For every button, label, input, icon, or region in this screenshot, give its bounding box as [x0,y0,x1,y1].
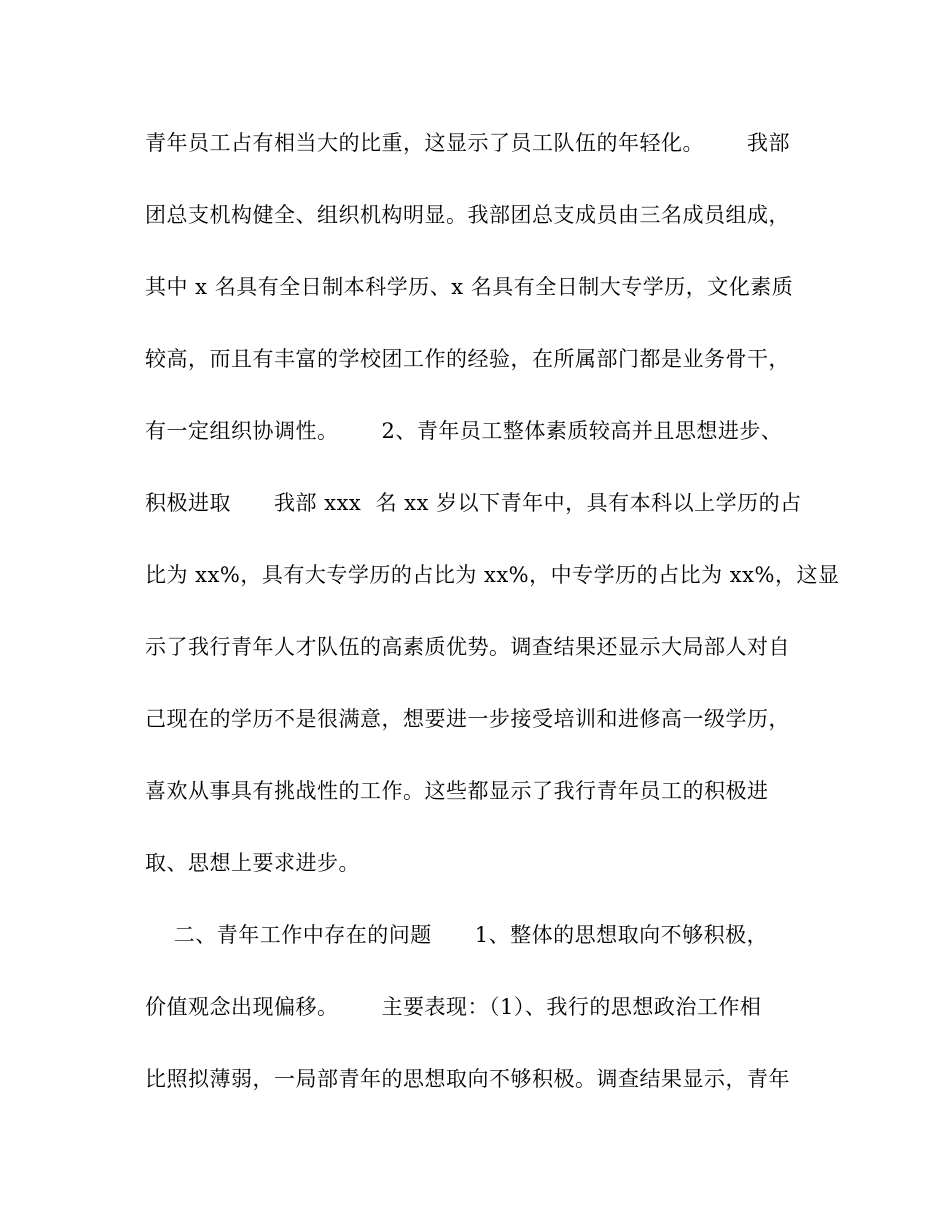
text-line-5: 有一定组织协调性。 2、青年员工整体素质较高并且思想进步、 [145,419,783,443]
text-line-13: 价值观念出现偏移。 主要表现：（1）、我行的思想政治工作相 [145,995,762,1019]
text-line-12: 二、青年工作中存在的问题 1、整体的思想取向不够积极， [145,923,769,947]
text-line-6: 积极进取 我部 xxx 名 xx 岁以下青年中，具有本科以上学历的占 [145,491,802,515]
text-line-10: 喜欢从事具有挑战性的工作。这些都显示了我行青年员工的积极进 [145,779,769,803]
text-line-11: 取、思想上要求进步。 [145,851,360,875]
text-line-2: 团总支机构健全、组织机构明显。我部团总支成员由三名成员组成， [145,203,790,227]
text-line-14: 比照拟薄弱，一局部青年的思想取向不够积极。调查结果显示，青年 [145,1067,790,1091]
text-line-4: 较高，而且有丰富的学校团工作的经验，在所属部门都是业务骨干， [145,347,790,371]
text-line-8: 示了我行青年人才队伍的高素质优势。调查结果还显示大局部人对自 [145,635,790,659]
text-line-7: 比为 xx%，具有大专学历的占比为 xx%，中专学历的占比为 xx%，这显 [145,563,840,587]
text-line-3: 其中 x 名具有全日制本科学历、x 名具有全日制大专学历，文化素质 [145,275,794,299]
text-line-1: 青年员工占有相当大的比重，这显示了员工队伍的年轻化。 我部 [145,131,791,155]
text-line-9: 己现在的学历不是很满意，想要进一步接受培训和进修高一级学历， [145,707,790,731]
